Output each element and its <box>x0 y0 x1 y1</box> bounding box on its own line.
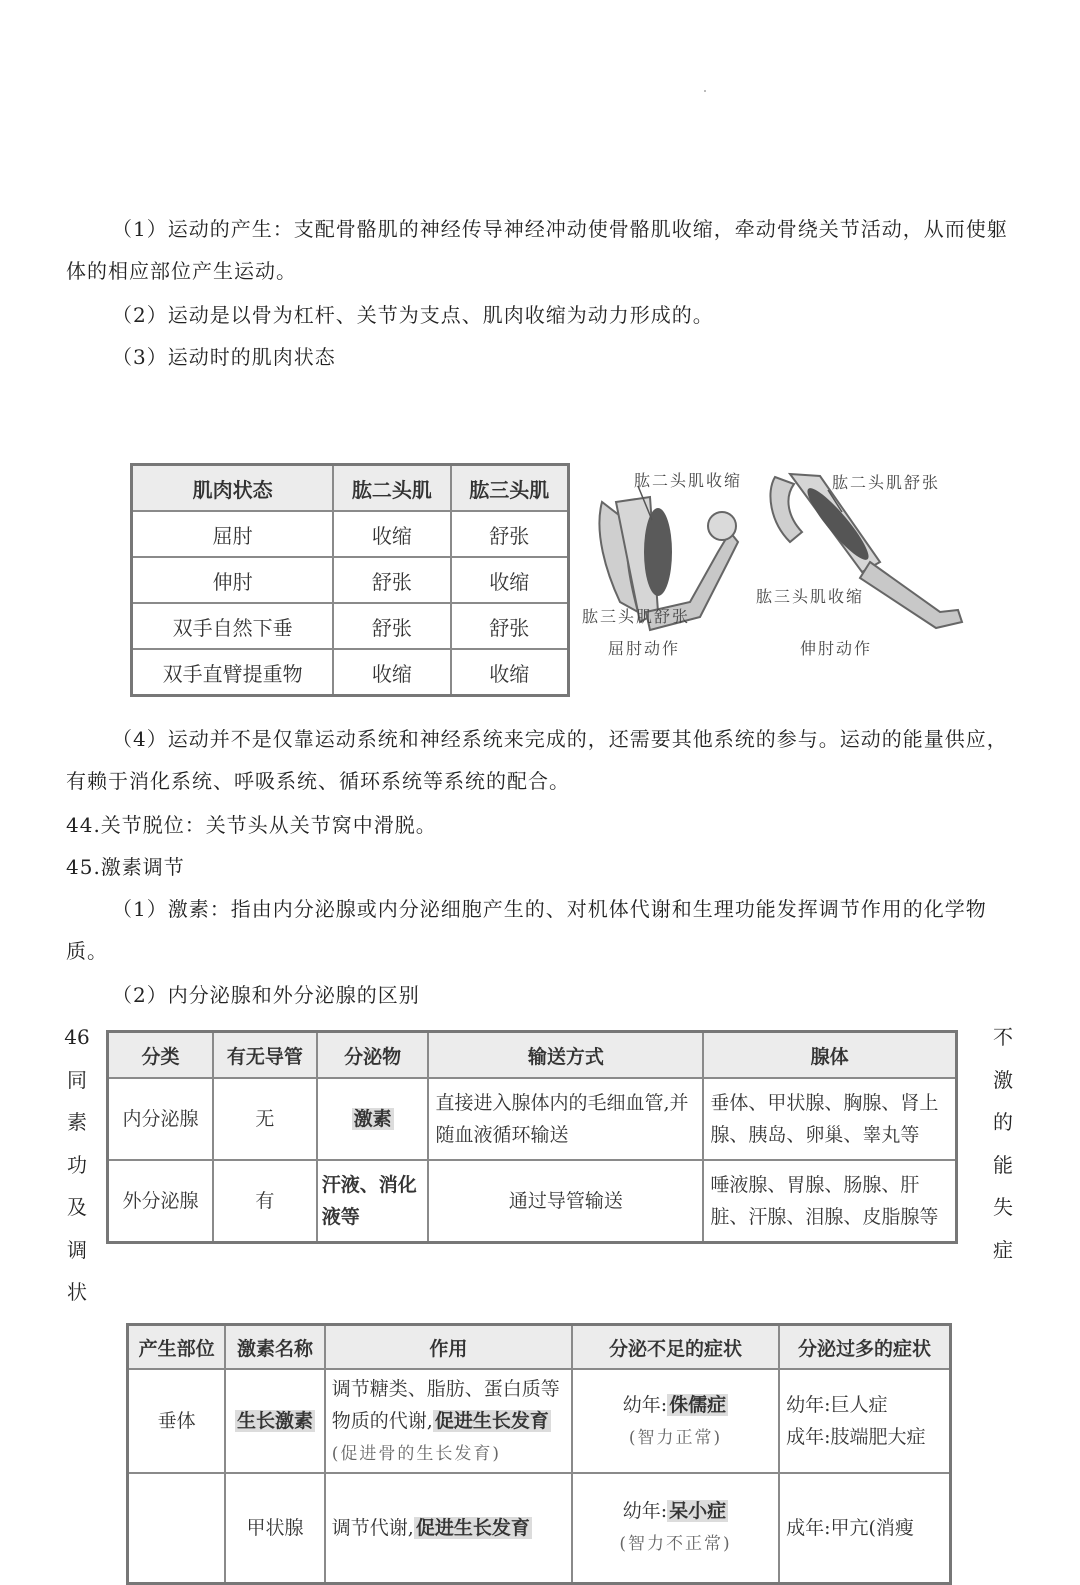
symptom-text: 幼年:巨人症 <box>786 1394 888 1416</box>
table-cell: 双手直臂提重物 <box>132 649 334 696</box>
effect-text: 调节代谢, <box>331 1516 414 1539</box>
table-header: 分泌过多的症状 <box>779 1325 950 1370</box>
table-cell: 舒张 <box>451 603 569 649</box>
table-header: 腺体 <box>703 1032 956 1079</box>
paragraph-lever: （2）运动是以骨为杠杆、关节为支点、肌肉收缩为动力形成的。 <box>112 303 714 327</box>
side-char: 激 <box>993 1067 1013 1092</box>
table-cell: 伸肘 <box>132 557 334 603</box>
table-cell: 双手自然下垂 <box>132 603 334 649</box>
side-char: 及 <box>67 1195 87 1219</box>
table-header: 肱三头肌 <box>451 465 569 512</box>
table-header-row <box>128 1325 951 1370</box>
arm-muscle-diagram <box>580 462 1000 672</box>
table-row <box>108 1160 957 1243</box>
table-header: 分类 <box>108 1032 214 1079</box>
table-cell: 直接进入腺体内的毛细血管,并随血液循环输送 <box>428 1078 703 1160</box>
table-header-row <box>108 1032 957 1079</box>
table-cell: 舒张 <box>333 557 450 603</box>
table-cell: 垂体、甲状腺、胸腺、肾上腺、胰岛、卵巢、睾丸等 <box>703 1078 956 1160</box>
table-cell <box>779 1369 950 1473</box>
table-cell: 收缩 <box>333 511 450 557</box>
side-char: 能 <box>993 1152 1013 1177</box>
table-cell: 内分泌腺 <box>108 1078 214 1160</box>
hormone-table <box>126 1323 952 1585</box>
symptom-prefix: 幼年: <box>622 1393 668 1416</box>
table-cell: 有 <box>213 1160 317 1243</box>
table-header: 输送方式 <box>428 1032 703 1079</box>
paragraph-other-systems: （4）运动并不是仅靠运动系统和神经系统来完成的，还需要其他系统的参与。运动的能量供应，有赖于消化系统、呼吸系统、循环系统等系统的配合。 <box>66 727 1008 793</box>
table-cell: 通过导管输送 <box>428 1160 703 1243</box>
side-char: 不 <box>993 1025 1013 1049</box>
side-char: 状 <box>67 1280 87 1304</box>
side-char: 的 <box>993 1110 1013 1134</box>
table-row <box>132 603 569 649</box>
table-header: 作用 <box>325 1325 572 1370</box>
diagram-label-left-top: 肱二头肌收缩 <box>634 471 743 490</box>
table-cell <box>325 1369 572 1473</box>
paragraph-joint-dislocation: 44.关节脱位：关节头从关节窝中滑脱。 <box>66 813 437 837</box>
highlight-text: 促进生长发育 <box>415 1516 530 1539</box>
paragraph-gland-difference: （2）内分泌腺和外分泌腺的区别 <box>112 983 420 1007</box>
scan-speck <box>704 90 706 92</box>
side-char: 调 <box>67 1237 87 1262</box>
muscle-state-table <box>130 463 570 697</box>
symptom-note: (智力正常) <box>628 1427 723 1448</box>
table-header: 产生部位 <box>128 1325 226 1370</box>
side-char: 同 <box>67 1067 87 1092</box>
table-cell: 汗液、消化液等 <box>317 1160 429 1243</box>
table-cell: 唾液腺、胃腺、肠腺、肝脏、汗腺、泪腺、皮脂腺等 <box>703 1160 956 1243</box>
side-char: 失 <box>993 1195 1013 1219</box>
highlight-text: 促进生长发育 <box>434 1409 549 1432</box>
table-header: 分泌物 <box>317 1032 429 1079</box>
gland-comparison-table <box>106 1030 958 1244</box>
side-char: 46 <box>64 1025 90 1049</box>
symptom-prefix: 幼年: <box>622 1500 668 1523</box>
paragraph-hormone-regulation: 45.激素调节 <box>66 855 185 879</box>
effect-note: (促进骨的生长发育) <box>331 1443 502 1464</box>
table-cell <box>572 1369 779 1473</box>
table-row <box>132 511 569 557</box>
table-cell: 舒张 <box>451 511 569 557</box>
side-char: 素 <box>67 1110 87 1134</box>
table-row <box>108 1078 957 1160</box>
table-cell <box>325 1473 572 1583</box>
table-cell: 屈肘 <box>132 511 334 557</box>
diagram-label-left-bottom: 肱三头肌舒张 <box>582 607 691 626</box>
table-header: 有无导管 <box>213 1032 317 1079</box>
table-cell <box>225 1369 325 1473</box>
table-row <box>128 1369 951 1473</box>
table-row <box>132 649 569 696</box>
table-cell: 舒张 <box>333 603 450 649</box>
highlight-text: 呆小症 <box>669 1500 727 1523</box>
diagram-caption-right: 伸肘动作 <box>800 639 873 658</box>
table-cell: 外分泌腺 <box>108 1160 214 1243</box>
effect-text: 调节糖类、脂肪、蛋白质等物质的代谢, <box>331 1377 560 1432</box>
table-header: 肱二头肌 <box>333 465 450 512</box>
paragraph-movement-origin: （1）运动的产生：支配骨骼肌的神经传导神经冲动使骨骼肌收缩，牵动骨绕关节活动，从而使躯体的相应部位产生运动。 <box>66 217 1008 283</box>
paragraph-muscle-state: （3）运动时的肌肉状态 <box>112 345 336 369</box>
table-cell: 收缩 <box>451 557 569 603</box>
table-cell: 甲状腺 <box>225 1473 325 1583</box>
table-header-row <box>132 465 569 512</box>
paragraph-hormone-definition: （1）激素：指由内分泌腺或内分泌细胞产生的、对机体代谢和生理功能发挥调节作用的化学物质。 <box>66 897 987 963</box>
side-text-left <box>64 1016 90 1314</box>
highlight-text: 生长激素 <box>236 1410 313 1432</box>
highlight-text: 激素 <box>353 1108 392 1130</box>
table-cell: 收缩 <box>333 649 450 696</box>
symptom-text: 成年:肢端肥大症 <box>786 1426 926 1448</box>
table-row <box>128 1473 951 1583</box>
table-header: 肌肉状态 <box>132 465 334 512</box>
table-cell: 成年:甲亢(消瘦 <box>779 1473 950 1583</box>
table-cell: 收缩 <box>451 649 569 696</box>
diagram-caption-left: 屈肘动作 <box>608 639 681 658</box>
side-char: 功 <box>67 1152 87 1177</box>
table-header: 激素名称 <box>225 1325 325 1370</box>
table-cell <box>572 1473 779 1583</box>
table-header: 分泌不足的症状 <box>572 1325 779 1370</box>
side-char: 症 <box>993 1237 1013 1262</box>
table-cell: 无 <box>213 1078 317 1160</box>
symptom-note: (智力不正常) <box>619 1534 732 1555</box>
side-text-right <box>990 1016 1016 1271</box>
table-row <box>132 557 569 603</box>
highlight-text: 侏儒症 <box>669 1393 727 1416</box>
table-cell <box>317 1078 429 1160</box>
diagram-label-right-top: 肱二头肌舒张 <box>832 473 941 492</box>
table-cell: 垂体 <box>128 1369 226 1473</box>
diagram-label-right-bottom: 肱三头肌收缩 <box>756 587 865 606</box>
table-cell <box>128 1473 226 1583</box>
